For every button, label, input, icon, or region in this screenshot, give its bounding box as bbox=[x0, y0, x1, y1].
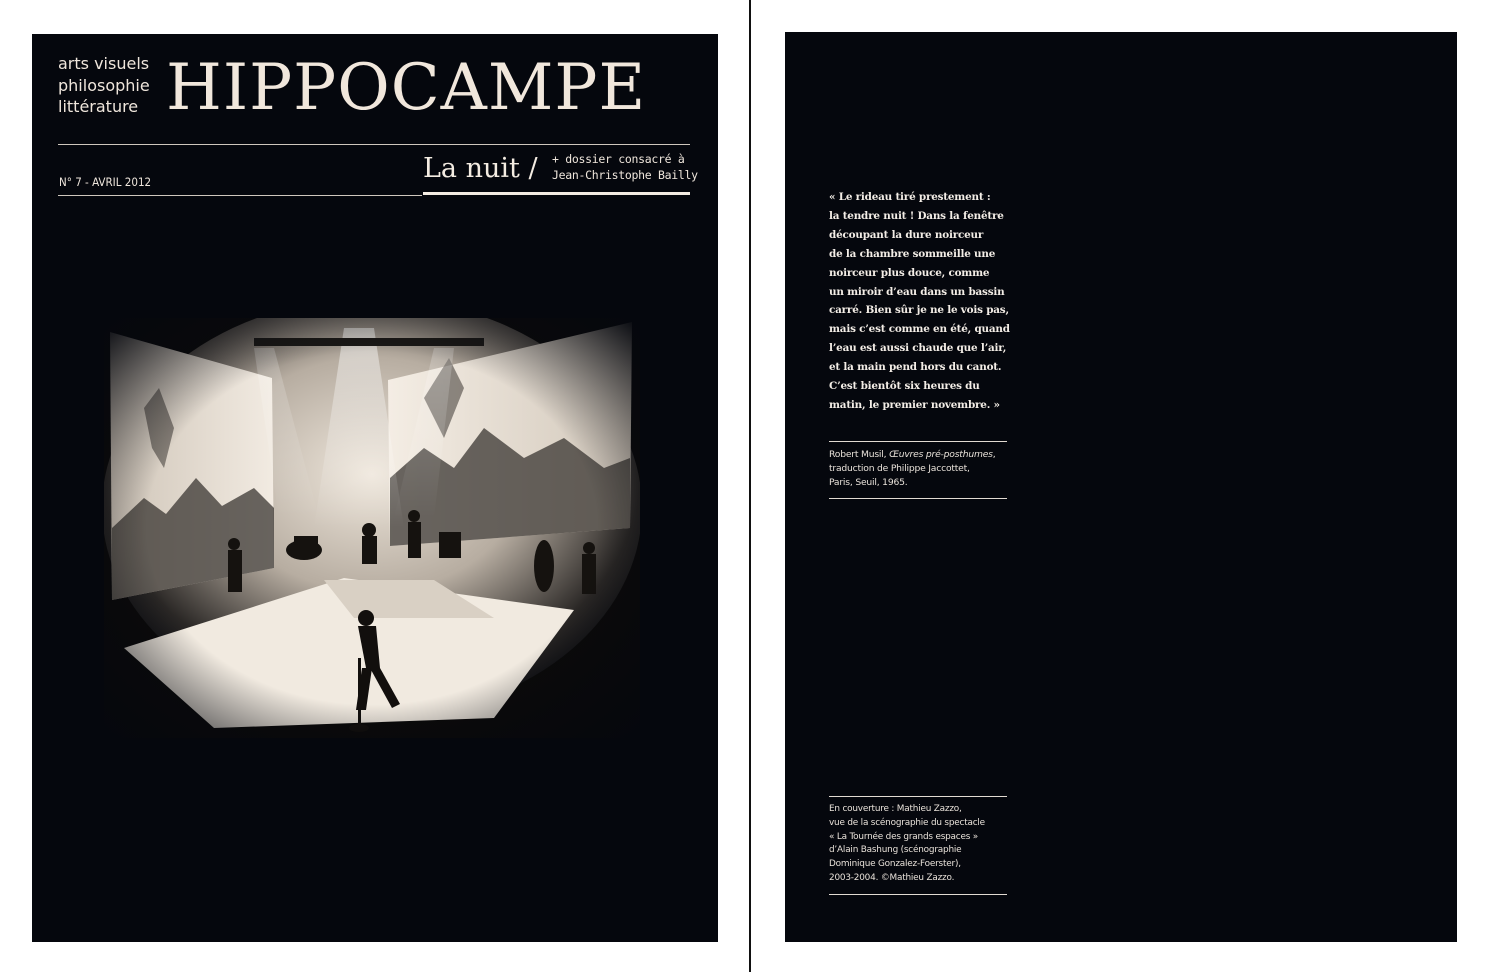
credit-bottom-rule bbox=[829, 894, 1007, 895]
quote-line: la tendre nuit ! Dans la fenêtre bbox=[829, 209, 1004, 222]
epigraph-quote bbox=[829, 188, 1019, 415]
citation-bottom-rule bbox=[829, 498, 1007, 499]
quote-line: C’est bientôt six heures du bbox=[829, 380, 980, 393]
issue-rule bbox=[58, 195, 422, 196]
quote-line: l’eau est aussi chaude que l’air, bbox=[829, 342, 1007, 355]
citation-line: Paris, Seuil, 1965. bbox=[829, 477, 908, 489]
header-rule bbox=[58, 144, 690, 145]
issue-theme: La nuit / bbox=[423, 153, 538, 184]
citation-work: Œuvres pré-posthumes bbox=[889, 449, 993, 460]
dossier-line: Jean-Christophe Bailly bbox=[552, 167, 698, 182]
quote-line: carré. Bien sûr je ne le vois pas, bbox=[829, 304, 1009, 317]
subject-literature: littérature bbox=[58, 97, 139, 116]
quote-citation bbox=[829, 448, 995, 491]
inside-cover bbox=[785, 32, 1457, 942]
quote-line: découpant la dure noirceur bbox=[829, 228, 984, 241]
credit-line: d’Alain Bashung (scénographie bbox=[829, 845, 962, 856]
quote-line: mais c’est comme en été, quand bbox=[829, 323, 1010, 336]
quote-line: un miroir d’eau dans un bassin bbox=[829, 285, 1005, 298]
quote-line: matin, le premier novembre. » bbox=[829, 398, 1000, 411]
credit-line: Dominique Gonzalez-Foerster), bbox=[829, 859, 961, 870]
credit-line: « La Tournée des grands espaces » bbox=[829, 831, 979, 842]
credit-line: En couverture : Mathieu Zazzo, bbox=[829, 804, 962, 814]
photo-vignette bbox=[104, 318, 640, 738]
subject-list bbox=[58, 53, 150, 118]
quote-line: « Le rideau tiré prestement : bbox=[829, 191, 991, 203]
quote-line: et la main pend hors du canot. bbox=[829, 361, 1002, 374]
theme-rule bbox=[423, 192, 690, 195]
citation-top-rule bbox=[829, 441, 1007, 442]
spread-divider bbox=[749, 0, 751, 972]
credit-line: 2003-2004. ©Mathieu Zazzo. bbox=[829, 872, 955, 883]
cover-credit bbox=[829, 803, 985, 886]
quote-line: noirceur plus douce, comme bbox=[829, 266, 990, 279]
magazine-title: HIPPOCAMPE bbox=[166, 51, 647, 125]
subject-philosophy: philosophie bbox=[58, 75, 150, 95]
subject-arts: arts visuels bbox=[58, 54, 150, 73]
credit-line: vue de la scénographie du spectacle bbox=[829, 817, 985, 828]
citation-line: traduction de Philippe Jaccottet, bbox=[829, 463, 970, 475]
citation-punct: , bbox=[992, 449, 996, 460]
dossier-line: + dossier consacré à bbox=[552, 152, 685, 166]
cover-photo bbox=[104, 318, 640, 738]
citation-line bbox=[829, 448, 995, 462]
credit-top-rule bbox=[829, 796, 1007, 797]
issue-label: N° 7 - AVRIL 2012 bbox=[59, 175, 152, 189]
quote-line: de la chambre sommeille une bbox=[829, 247, 996, 260]
dossier-note bbox=[552, 152, 698, 183]
citation-author: Robert Musil, bbox=[829, 449, 890, 460]
front-cover bbox=[32, 34, 718, 942]
